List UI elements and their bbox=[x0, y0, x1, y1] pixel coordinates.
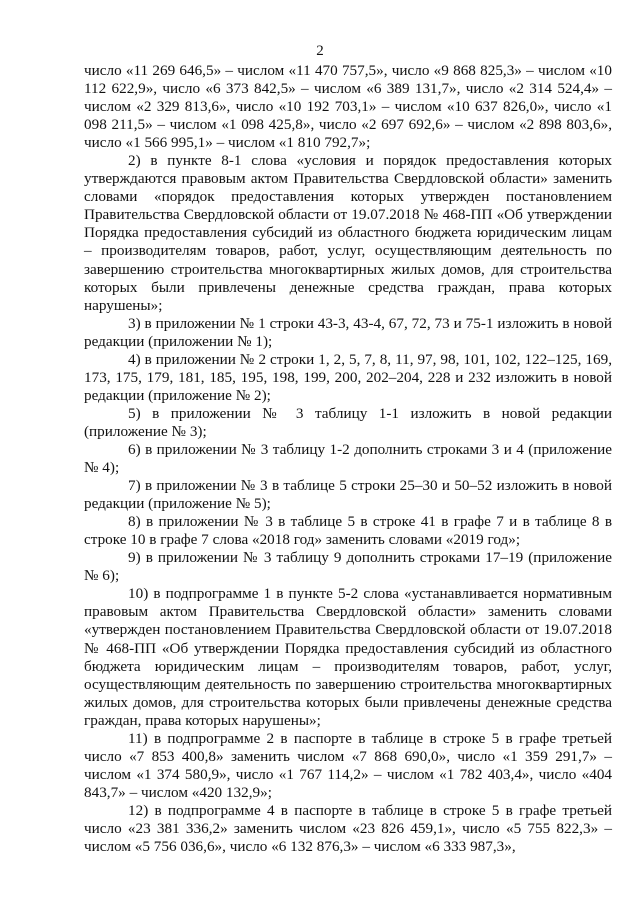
paragraph-item-9: 9) в приложении № 3 таблицу 9 дополнить строками 17–19 (приложение № 6); bbox=[84, 549, 612, 585]
paragraph-item-6: 6) в приложении № 3 таблицу 1-2 дополнить строками 3 и 4 (приложение № 4); bbox=[84, 440, 612, 477]
page-number: 2 bbox=[316, 43, 324, 59]
paragraph-item-10: 10) в подпрограмме 1 в пункте 5-2 слова «устанавливается нормативным правовым актом Правительства Свердловской области» заменить словами «утвержден постановлением Правительства Свердловской области от 19.07.2018 № 468-ПП «Об утверждении Порядка предоставления субсидий из областного бюджета юридическим лицам – производителям товаров, работ, услуг, осуществляющим деятельность по завершению строительства многоквартирных жилых домов, для строительства которых были привлечены денежные средства граждан, права которых нарушены»; bbox=[84, 585, 612, 729]
paragraph-item-5: 5) в приложении № 3 таблицу 1-1 изложить в новой редакции (приложение № 3); bbox=[84, 404, 612, 440]
paragraph-item-3: 3) в приложении № 1 строки 43-3, 43-4, 67, 72, 73 и 75-1 изложить в новой редакции (приложении № 1); bbox=[84, 314, 612, 350]
document-body bbox=[84, 62, 612, 856]
paragraph-item-7: 7) в приложении № 3 в таблице 5 строки 25–30 и 50–52 изложить в новой редакции (приложение № 5); bbox=[84, 477, 612, 513]
paragraph-item-4: 4) в приложении № 2 строки 1, 2, 5, 7, 8, 11, 97, 98, 101, 102, 122–125, 169, 173, 175, 179, 181, 185, 195, 198, 199, 200, 202–204, 228 и 232 изложить в новой редакции (приложение № 2); bbox=[84, 350, 612, 404]
paragraph-item-8: 8) в приложении № 3 в таблице 5 в строке 41 в графе 7 и в таблице 8 в строке 10 в графе 7 слова «2018 год» заменить словами «2019 год»; bbox=[84, 513, 612, 549]
paragraph-item-12: 12) в подпрограмме 4 в паспорте в таблице в строке 5 в графе третьей число «23 381 336,2» заменить числом «23 826 459,1», число «5 755 822,3» – числом «5 756 036,6», число «6 132 876,3» – числом «6 333 987,3», bbox=[84, 801, 612, 856]
paragraph-item-2: 2) в пункте 8-1 слова «условия и порядок предоставления которых утверждаются правовым актом Правительства Свердловской области» заменить словами «порядок предоставления которых утвержден постановлением Правительства Свердловской области от 19.07.2018 № 468-ПП «Об утверждении Порядка предоставления субсидий из областного бюджета юридическим лицам – производителям товаров, работ, услуг, осуществляющим деятельность по завершению строительства многоквартирных жилых домов, для строительства которых были привлечены денежные средства граждан, права которых нарушены»; bbox=[84, 152, 612, 314]
paragraph-item-11: 11) в подпрограмме 2 в паспорте в таблице в строке 5 в графе третьей число «7 853 400,8» заменить числом «7 868 690,0», число «1 359 291,7» – числом «1 374 580,9», число «1 767 114,2» – числом «1 782 403,4», число «404 843,7» – числом «420 132,9»; bbox=[84, 729, 612, 801]
paragraph-continuation: число «11 269 646,5» – числом «11 470 757,5», число «9 868 825,3» – числом «10 112 622,9», число «6 373 842,5» – числом «6 389 131,7», число «2 314 524,4» – числом «2 329 813,6», число «10 192 703,1» – числом «10 637 826,0», число «1 098 211,5» – числом «1 098 425,8», число «2 697 692,6» – числом «2 898 803,6», число «1 566 995,1» – числом «1 810 792,7»; bbox=[84, 62, 612, 152]
